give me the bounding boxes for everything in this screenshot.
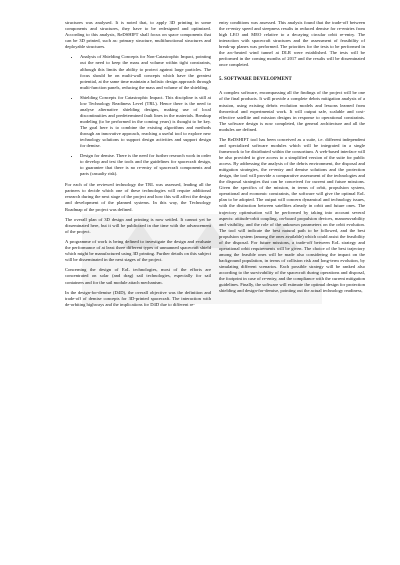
reentry-continuation-paragraph: entry conditions was assessed. This analysis found that the trade-off between the re-entry speed and steepness results in reduced demise for re-entries from high LEO and MEO relative to a decaying circular orbit re-entry. The interaction with spacecraft structures and the assessment of feasibility of break-up planes was performed. The priorities for the tests to be performed in the arc-heated wind tunnel at DLR were established. The tests will be performed in the coming months of 2017 and the results will be disseminated once completed. [219, 20, 365, 68]
software-overview-paragraph: A complex software, encompassing all the findings of the project will be one of the final products. It will provide a complete debris mitigation analysis of a mission, using existing debris evolution models and lessons learned from theoretical and experimental work. It will output safe, scalable and cost-effective satellite and mission designs in response to operational constraints. The software design is now completed, the general architecture and all the modules are defined. [219, 90, 365, 132]
eol-paragraph: Concerning the design of EoL technologies, most of the efforts are concentrated on solar (and drag) sail technologies, especially for sail containers and for the sail module attach mechanism. [65, 267, 211, 285]
trl-paragraph: For each of the reviewed technology the TRL was assessed, leading all the partners to decide which one of these technologies will require additional research during the next stage of the project and how this will affect the design and development of the planned systems. In this way, the Technology Roadmap of the project was defined. [65, 182, 211, 212]
redshift-tool-paragraph: The ReDSHIFT tool has been conceived as a suite, i.e. different independent and specialized software modules which will be integrated in a single framework to be distributed within the consortium. A web-based interface will be also provided to give access to a simplified version of the suite for public access. By addressing the analysis of the debris environment, the disposal and mitigation strategies, the re-entry and demise solutions and the protection design, the tool will provide a comparative assessment of the technologies and the disposal strategies that can be conceived for current and future missions. Given the specifics of the mission, in terms of orbit, propulsion system, operational and economic constraints, the software will give the optimal EoL plan to be adopted. The output will concern dynamical and technology issues, with the distinction between satellites already in orbit and future ones. The trajectory optimisation will be performed by taking into account several aspects: attitude-orbit coupling, on-board propulsion devices, manoeuvrability and visibility, and the role of the unknown parameters on the orbit evolution. The tool will indicate the best natural path to be followed, and the best propulsion system (among the ones available) which could assist the feasibility of the disposal. For future missions, a trade-off between EoL strategy and operational orbit requirements will be given. The choice of the best trajectory among the feasible ones will be made also considering the impact on the background population, in terms of collision risk and long-term evolution, by simulating different scenarios. Each possible strategy will be ranked also according to the survivability of the spacecraft during operations and disposal, the footprint in case of re-entry, and the compliance with the current mitigation guidelines. Finally, the software will estimate the optimal design for protection shielding and design-for-demise, pointing out the actual technology readiness, [219, 136, 365, 294]
overall-plan-paragraph: The overall plan of 3D design and printing is now settled. It cannot yet be disseminated here, but it will be publicized in due time with the advancement of the project. [65, 216, 211, 234]
bullet-non-catastrophic-shielding: • Analysis of Shielding Concepts for Non-Catastrophic Impact, pointing out the need to keep the mass and volume within tight constraints, although this limits the ability to protect against large particles. The focus should be on multi-wall concepts which have the greatest potential, at the same time maintain a holistic design approach through multi-function panels, reducing the mass and volume of the shielding. [80, 54, 211, 90]
bullet-catastrophic-shielding: • Shielding Concepts for Catastrophic Impact. This discipline is still at low Technology Readiness Level (TRL). Hence there is the need to analyse alternative shielding designs, making use of local discontinuities and predetermined fault lines in the materials. Breakup modeling (to be performed in the coming years) is thought to be key. The goal here is to combine the existing algorithms and methods through an innovative approach, reaching a useful tool to explore new technology solutions to support design activities and support design for demise. [80, 95, 211, 149]
technology-bullet-list [65, 54, 211, 177]
right-column [219, 20, 365, 294]
d4d-paragraph: In the design-for-demise (D4D), the overall objective was the definition and trade-off of demise concepts for 3D-printed spacecraft. The interaction with de-orbiting highways and the implications for D4D due to different re- [65, 289, 211, 307]
intro-paragraph: structures was analysed. It is noted that, to apply 3D printing in some components and structures, they have to be redesigned and optimized. According to this analysis, ReDSHIFT shall focus on space components that can be 3D printed, such as: primary structure, multifunctional structures and deployable structures. [65, 20, 211, 50]
bullet-design-for-demise: • Design for demise. There is the need for further research work in order to develop and test the tools and the guidelines for spacecraft design, to guarantee that there is no re-entry of spacecraft components and parts (casualty risk). [80, 153, 211, 177]
testing-programme-paragraph: A programme of work is being defined to investigate the design and evaluate the performance of at least three different types of unmanned spacecraft shield which might be manufactured using 3D printing. Further details on this subject will be disseminated in the next stages of the project. [65, 239, 211, 263]
section-heading-software-development: 5. SOFTWARE DEVELOPMENT [219, 77, 292, 83]
left-column [65, 20, 211, 308]
